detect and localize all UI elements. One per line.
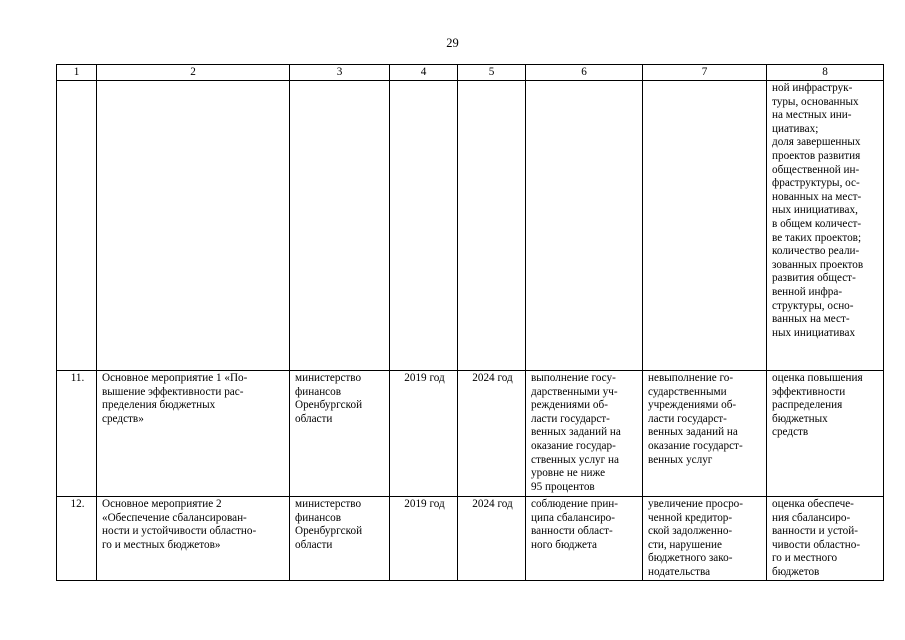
indicator-link-cell: оценка повышения эффективности распределения бюджетных средств xyxy=(767,371,884,497)
column-number: 8 xyxy=(767,65,884,81)
measure-name-cell: Основное мероприятие 1 «По- вышение эффективности рас- пределения бюджетных средств» xyxy=(97,371,290,497)
table-row-12 xyxy=(57,497,884,581)
start-year-cell xyxy=(390,81,458,371)
row-number-cell: 11. xyxy=(57,371,97,497)
expected-result-cell: выполнение госу- дарственными уч- реждениями об- ласти государст- венных заданий на оказание государ- ственных услуг на уровне не ниже 95 процентов xyxy=(526,371,643,497)
end-year-cell: 2024 год xyxy=(458,371,526,497)
measure-name-cell xyxy=(97,81,290,371)
column-number-row xyxy=(57,65,884,81)
executor-cell: министерство финансов Оренбургской области xyxy=(290,371,390,497)
end-year-cell: 2024 год xyxy=(458,497,526,581)
end-year-cell xyxy=(458,81,526,371)
expected-result-cell xyxy=(526,81,643,371)
start-year-cell: 2019 год xyxy=(390,497,458,581)
column-number: 2 xyxy=(97,65,290,81)
table-row-continuation xyxy=(57,81,884,371)
page-number: 29 xyxy=(446,36,459,50)
consequences-cell: увеличение просро- ченной кредитор- ской задолженно- сти, нарушение бюджетного зако- нодательства xyxy=(643,497,767,581)
column-number: 1 xyxy=(57,65,97,81)
table-row-11 xyxy=(57,371,884,497)
consequences-cell xyxy=(643,81,767,371)
measure-name-cell: Основное мероприятие 2 «Обеспечение сбалансирован- ности и устойчивости областно- го и местных бюджетов» xyxy=(97,497,290,581)
column-number: 5 xyxy=(458,65,526,81)
column-number: 7 xyxy=(643,65,767,81)
column-number: 6 xyxy=(526,65,643,81)
measures-table xyxy=(56,64,884,581)
executor-cell: министерство финансов Оренбургской области xyxy=(290,497,390,581)
consequences-cell: невыполнение го- сударственными учреждениями об- ласти государст- венных заданий на оказание государст- венных услуг xyxy=(643,371,767,497)
indicator-link-cell: ной инфраструк- туры, основанных на местных ини- циативах; доля завершенных проектов развития общественной ин- фраструктуры, ос- нованных на мест- ных инициативах, в общем количест- ве таких проектов; количество реали- зованных проектов развития общест- венной инфра- структуры, осно- ванных на мест- ных инициативах xyxy=(767,81,884,371)
indicator-link-cell: оценка обеспече- ния сбалансиро- ванности и устой- чивости областно- го и местного бюджетов xyxy=(767,497,884,581)
start-year-cell: 2019 год xyxy=(390,371,458,497)
column-number: 4 xyxy=(390,65,458,81)
column-number: 3 xyxy=(290,65,390,81)
row-number-cell: 12. xyxy=(57,497,97,581)
expected-result-cell: соблюдение прин- ципа сбалансиро- ванности област- ного бюджета xyxy=(526,497,643,581)
row-number-cell xyxy=(57,81,97,371)
executor-cell xyxy=(290,81,390,371)
